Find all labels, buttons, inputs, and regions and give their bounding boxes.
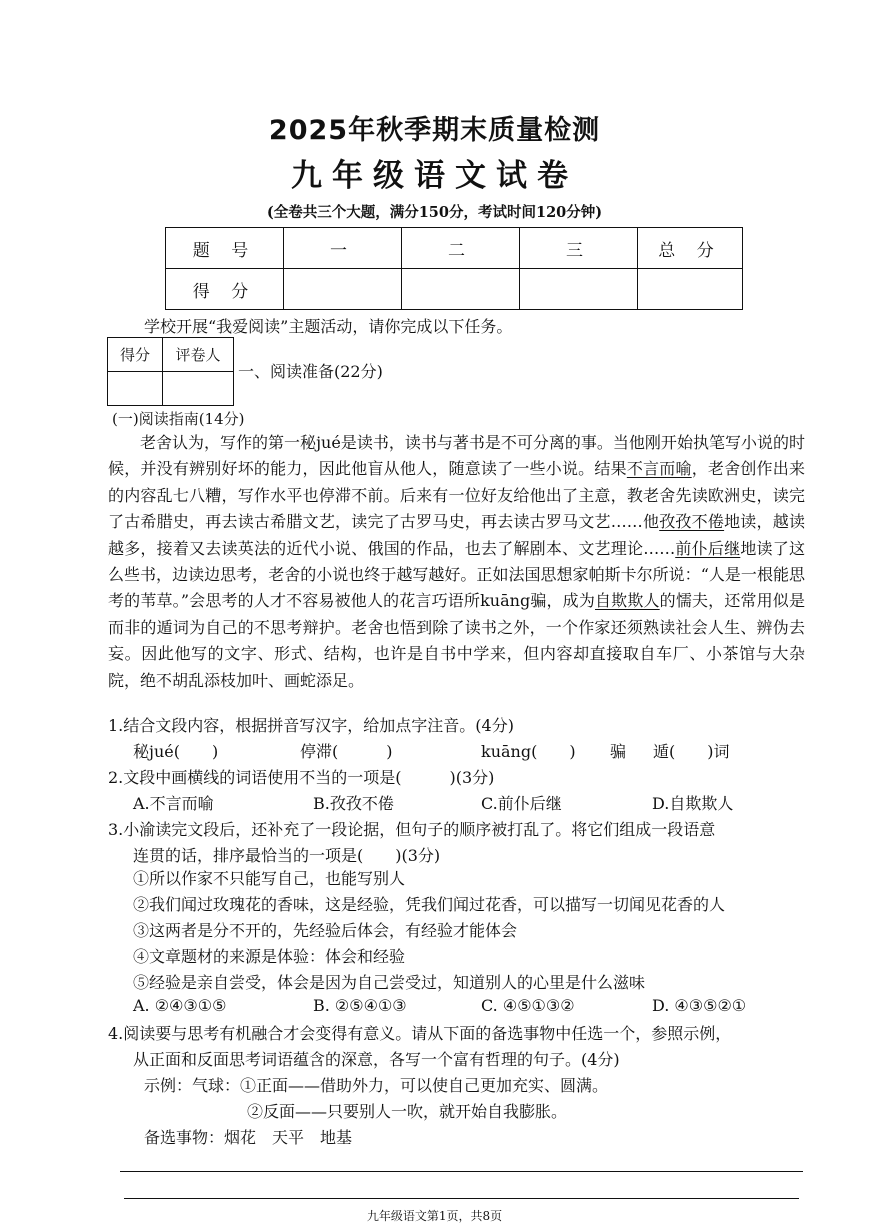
score-table-cell: 总 分 [638, 228, 743, 269]
passage-text: 是读书，读书与著书是不可分离的事。当他刚开始执笔写小说的时候，并没有辨别好坏的能力，因此他盲从他人，随意读了一些小说。结果 [108, 433, 805, 479]
q2-option-d[interactable]: D.自欺欺人 [652, 794, 734, 813]
question-1-stem: 1.结合文段内容，根据拼音写汉字，给加点字注音。(4分) [108, 716, 514, 735]
grader-reviewer-label: 评卷人 [163, 338, 234, 372]
q2-option-b[interactable]: B.孜孜不倦 [313, 794, 394, 813]
q1-blank-a[interactable]: 秘jué( ) [133, 742, 219, 761]
score-table-cell: 三 [520, 228, 638, 269]
score-table-score-row [166, 269, 743, 310]
q3-sentence-4: ④文章题材的来源是体验：体会和经验 [133, 947, 406, 966]
score-cell-total[interactable] [638, 269, 743, 310]
question-3-stem: 3.小渝读完文段后，还补充了一段论据，但句子的顺序被打乱了。将它们组成一段语意 [108, 820, 716, 839]
passage-text: ，老舍创作出来的内容乱七八糟，写作水平也停滞不前。后来有一位好友给他出了主意，教老舍先读欧洲史，读完了古希腊史，再去读古希腊文艺，读完了古罗马史，再去读古罗马文艺……他 [108, 459, 805, 532]
score-table-cell: 得 分 [166, 269, 284, 310]
grader-box [107, 337, 234, 406]
score-table-cell: 题 号 [166, 228, 284, 269]
question-3-stem-cont: 连贯的话，排序最恰当的一项是( )(3分) [133, 846, 441, 865]
answer-line-1[interactable] [120, 1171, 803, 1172]
page-footer: 九年级语文第1页，共8页 [366, 1209, 503, 1223]
score-table-cell: 一 [284, 228, 402, 269]
underlined-word: 自欺欺人 [595, 591, 660, 611]
exam-note: (全卷共三个大题，满分150分，考试时间120分钟) [266, 204, 603, 221]
underlined-word: 不言而喻 [626, 459, 692, 479]
q3-sentence-2: ②我们闻过玫瑰花的香味，这是经验，凭我们闻过花香，可以描写一切闻见花香的人 [133, 895, 726, 914]
score-table-cell: 二 [402, 228, 520, 269]
q3-option-c[interactable]: C. ④⑤①③② [481, 996, 575, 1015]
q2-option-c[interactable]: C.前仆后继 [481, 794, 562, 813]
question-4-stem: 4.阅读要与思考有机融合才会变得有意义。请从下面的备选事物中任选一个，参照示例， [108, 1024, 732, 1043]
q1-blank-c[interactable]: kuāng( ) [481, 742, 576, 761]
score-cell-2[interactable] [402, 269, 520, 310]
q3-option-b[interactable]: B. ②⑤④①③ [313, 996, 407, 1015]
score-table-header-row [166, 228, 743, 269]
exam-title: 2025年秋季期末质量检测 [268, 115, 601, 146]
underlined-word: 前仆后继 [675, 538, 741, 558]
score-table [165, 227, 743, 310]
grader-score-label: 得分 [108, 338, 163, 372]
q3-option-d[interactable]: D. ④③⑤②① [652, 996, 747, 1015]
section-1-title: 一、阅读准备(22分) [238, 362, 383, 381]
q1-blank-b[interactable]: 停滞( ) [300, 742, 393, 761]
grader-score-cell[interactable] [108, 372, 163, 406]
exam-subtitle: 九年级语文试卷 [291, 158, 578, 194]
score-cell-1[interactable] [284, 269, 402, 310]
score-cell-3[interactable] [520, 269, 638, 310]
passage-text: 地读了这么些书，边读边思考，老舍的小说也终于越写越好。正如法国思想家帕斯卡尔所说：“人是一根能思考的苇草。”会思考的人才不容易被他人的花言巧语所 [108, 538, 805, 611]
q4-example-1: 示例：气球：①正面——借助外力，可以使自己更加充实、圆满。 [144, 1076, 609, 1095]
q3-sentence-1: ①所以作家不只能写自己，也能写别人 [133, 869, 406, 888]
q2-option-a[interactable]: A.不言而喻 [133, 794, 214, 813]
question-2-stem: 2.文段中画横线的词语使用不当的一项是( )(3分) [108, 768, 495, 787]
q3-sentence-3: ③这两者是分不开的，先经验后体会，有经验才能体会 [133, 921, 518, 940]
section-1-subtitle: (一)阅读指南(14分) [112, 410, 245, 428]
q4-choices: 备选事物：烟花 天平 地基 [144, 1128, 353, 1147]
grader-reviewer-cell[interactable] [163, 372, 234, 406]
reading-passage [108, 430, 805, 694]
passage-pinyin: jué [316, 433, 341, 452]
q1-text-d: 骗 [610, 742, 627, 761]
passage-pinyin: kuāng [480, 591, 531, 611]
question-4-stem-cont: 从正面和反面思考词语蕴含的深意，各写一个富有哲理的句子。(4分) [133, 1050, 620, 1069]
passage-text: 的懦夫，还常用似是而非的遁词为自己的不思考辩护。老舍也悟到除了读书之外，一个作家还须熟读社会人生、辨伪去妄。因此他写的文字、形式、结构，也许是自书中学来，但内容却直接取自车厂、小茶馆与大杂院，绝不胡乱添枝加叶、画蛇添足。 [108, 591, 805, 690]
passage-text: 地读，越读越多，接着又去读英法的近代小说、俄国的作品，也去了解剧本、文艺理论…… [108, 512, 805, 558]
q3-sentence-5: ⑤经验是亲自尝受，体会是因为自己尝受过，知道别人的心里是什么滋味 [133, 973, 646, 992]
q3-option-a[interactable]: A. ②④③①⑤ [133, 996, 227, 1015]
task-intro: 学校开展“我爱阅读”主题活动，请你完成以下任务。 [144, 317, 513, 336]
q1-blank-e[interactable]: 遁( )词 [653, 742, 730, 761]
answer-line-2[interactable] [124, 1198, 799, 1199]
q4-example-2: ②反面——只要别人一吹，就开始自我膨胀。 [247, 1102, 568, 1121]
passage-text: 骗，成为 [530, 591, 596, 611]
underlined-word: 孜孜不倦 [659, 512, 725, 532]
passage-text: 老舍认为，写作的第一秘 [140, 433, 317, 452]
